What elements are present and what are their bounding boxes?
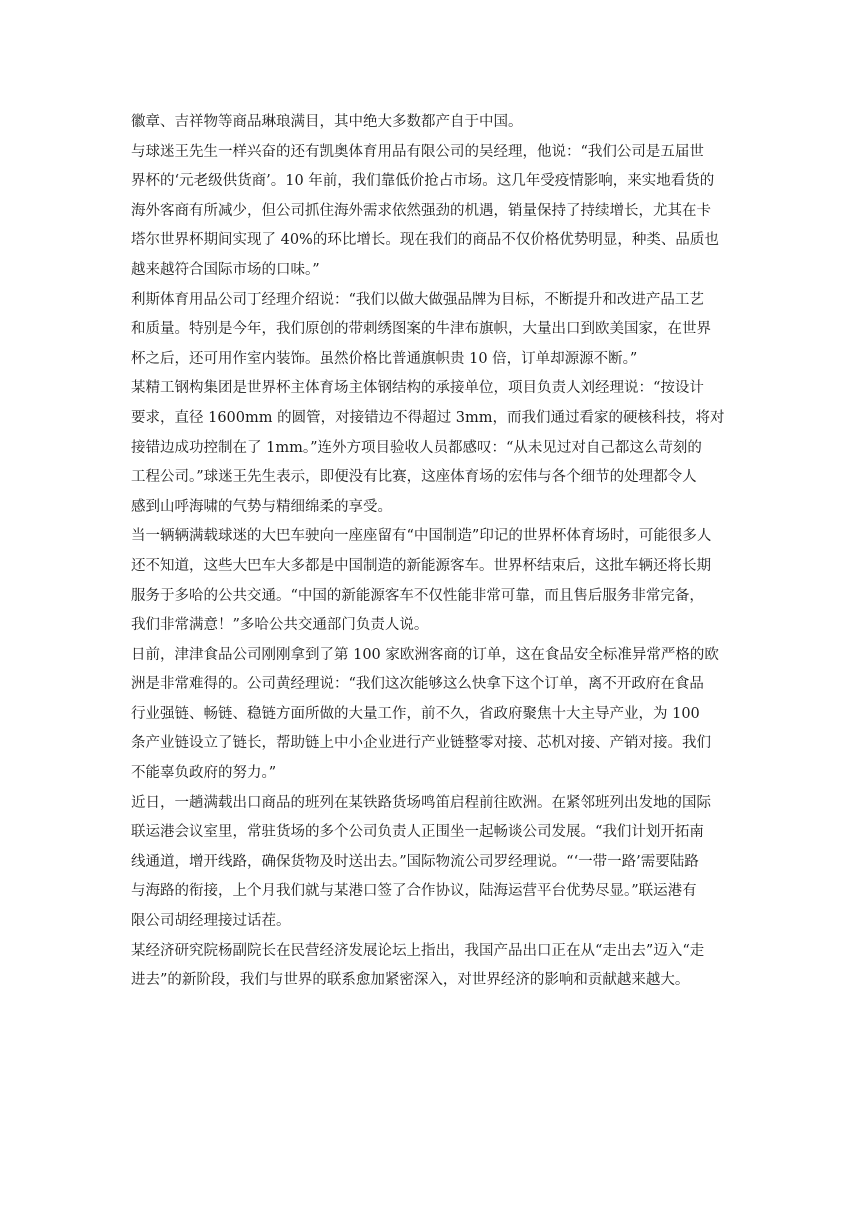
text-line: 海外客商有所减少，但公司抓住海外需求依然强劲的机遇，销量保持了持续增长，尤其在卡	[131, 202, 711, 219]
article-body	[131, 108, 771, 996]
text-line: 还不知道，这些大巴车大多都是中国制造的新能源客车。世界杯结束后，这批车辆还将长期	[131, 557, 711, 574]
text-line: 和质量。特别是今年，我们原创的带刺绣图案的牛津布旗帜，大量出口到欧美国家，在世界	[131, 321, 711, 338]
text-line: 进去”的新阶段，我们与世界的联系愈加紧密深入，对世界经济的影响和贡献越来越大。	[131, 972, 690, 989]
text-line: 限公司胡经理接过话茬。	[131, 913, 291, 930]
text-line: 近日，一趟满载出口商品的班列在某铁路货场鸣笛启程前往欧洲。在紧邻班列出发地的国际	[131, 794, 711, 811]
text-line: 杯之后，还可用作室内装饰。虽然价格比普通旗帜贵 10 倍，订单却源源不断。”	[131, 350, 638, 367]
text-line: 塔尔世界杯期间实现了 40%的环比增长。现在我们的商品不仅价格优势明显，种类、品质也	[131, 232, 719, 249]
text-line: 某精工钢构集团是世界杯主体育场主体钢结构的承接单位，项目负责人刘经理说：“按设计	[131, 380, 704, 397]
paragraph-souvenirs	[131, 108, 771, 138]
text-line: 感到山呼海啸的气势与精细绵柔的享受。	[131, 498, 392, 515]
text-line: 条产业链设立了链长，帮助链上中小企业进行产业链整零对接、芯机对接、产销对接。我们	[131, 735, 711, 752]
text-line: 服务于多哈的公共交通。“中国的新能源客车不仅性能非常可靠，而且售后服务非常完备，	[131, 587, 704, 604]
paragraph-rail-freight	[131, 789, 771, 937]
paragraph-food-company	[131, 641, 771, 789]
paragraph-lisi-sports	[131, 286, 771, 375]
text-line: 某经济研究院杨副院长在民营经济发展论坛上指出，我国产品出口正在从“走出去”迈入“走	[131, 942, 705, 959]
text-line: 当一辆辆满载球迷的大巴车驶向一座座留有“中国制造”印记的世界杯体育场时，可能很多人	[131, 528, 712, 545]
text-line: 不能辜负政府的努力。”	[131, 765, 277, 782]
text-line: 与海路的衔接，上个月我们就与某港口签了合作协议，陆海运营平台优势尽显。”联运港有	[131, 883, 697, 900]
paragraph-steel-structure	[131, 374, 771, 522]
paragraph-new-energy-buses	[131, 522, 771, 640]
paragraph-kaiao-sports	[131, 138, 771, 286]
text-line: 利斯体育用品公司丁经理介绍说：“我们以做大做强品牌为目标，不断提升和改进产品工艺	[131, 291, 704, 308]
text-line: 工程公司。”球迷王先生表示，即便没有比赛，这座体育场的宏伟与各个细节的处理都令人	[131, 469, 697, 486]
text-line: 洲是非常难得的。公司黄经理说：“我们这次能够这么快拿下这个订单，离不开政府在食品	[131, 676, 704, 693]
paragraph-economic-institute	[131, 937, 771, 996]
text-line: 徽章、吉祥物等商品琳琅满目，其中绝大多数都产自于中国。	[131, 114, 523, 130]
text-line: 日前，津津食品公司刚刚拿到了第 100 家欧洲客商的订单，这在食品安全标准异常严格的欧	[131, 646, 719, 663]
text-line: 联运港会议室里，常驻货场的多个公司负责人正围坐一起畅谈公司发展。“我们计划开拓南	[131, 824, 704, 841]
text-line: 我们非常满意！”多哈公共交通部门负责人说。	[131, 617, 429, 634]
text-line: 线通道，增开线路，确保货物及时送出去。”国际物流公司罗经理说。“‘一带一路’需要陆路	[131, 853, 699, 870]
text-line: 与球迷王先生一样兴奋的还有凯奥体育用品有限公司的吴经理，他说：“我们公司是五届世	[131, 143, 704, 160]
text-line: 接错边成功控制在了 1mm。”连外方项目验收人员都感叹：“从未见过对自己都这么苛刻的	[131, 439, 702, 456]
text-line: 越来越符合国际市场的口味。”	[131, 261, 320, 278]
text-line: 界杯的‘元老级供货商’。10 年前，我们靠低价抢占市场。这几年受疫情影响，来实地看货的	[131, 173, 715, 190]
text-line: 要求，直径 1600mm 的圆管，对接错边不得超过 3mm，而我们通过看家的硬核科技，将对	[131, 409, 725, 426]
text-line: 行业强链、畅链、稳链方面所做的大量工作，前不久，省政府聚焦十大主导产业，为 100	[131, 705, 700, 722]
